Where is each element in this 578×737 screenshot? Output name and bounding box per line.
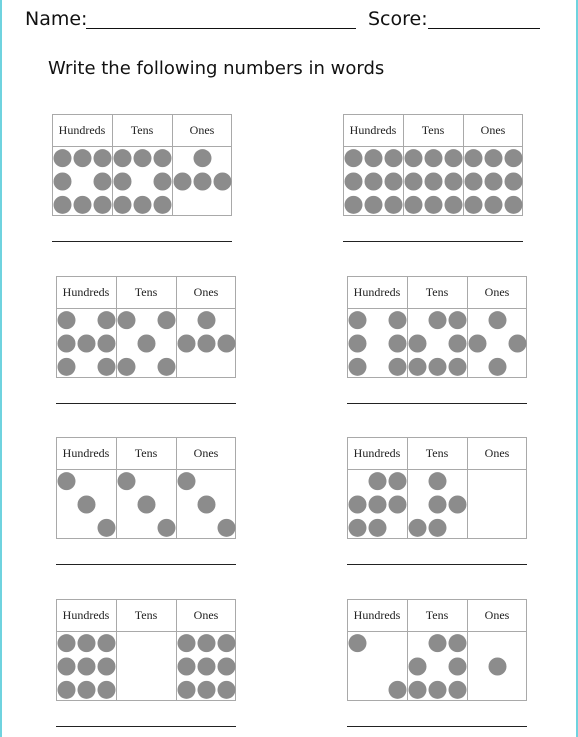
- counter-dot-tens: [425, 149, 443, 167]
- counter-dot-hundreds: [78, 335, 96, 353]
- counter-dot-ones: [489, 358, 507, 376]
- column-header-hundreds: Hundreds: [349, 123, 397, 137]
- counter-dot-hundreds: [345, 173, 363, 191]
- counter-dot-ones: [489, 311, 507, 329]
- answer-line[interactable]: [347, 564, 527, 565]
- counter-dot-ones: [218, 658, 236, 676]
- counter-dot-tens: [158, 358, 176, 376]
- counter-dot-hundreds: [74, 149, 92, 167]
- counter-dot-tens: [429, 681, 447, 699]
- counter-dot-tens: [429, 634, 447, 652]
- counter-dot-tens: [425, 173, 443, 191]
- column-header-hundreds: Hundreds: [58, 123, 106, 137]
- column-header-ones: Ones: [193, 446, 219, 460]
- counter-dot-tens: [449, 658, 467, 676]
- counter-dot-hundreds: [58, 335, 76, 353]
- counter-dot-ones: [218, 335, 236, 353]
- counter-dot-tens: [445, 149, 463, 167]
- counter-dot-hundreds: [349, 335, 367, 353]
- column-header-tens: Tens: [134, 608, 158, 622]
- counter-dot-hundreds: [74, 196, 92, 214]
- counter-dot-tens: [134, 149, 152, 167]
- counter-dot-hundreds: [98, 335, 116, 353]
- counter-dot-ones: [214, 173, 232, 191]
- counter-dot-hundreds: [78, 681, 96, 699]
- counter-dot-ones: [505, 173, 523, 191]
- counter-dot-ones: [505, 196, 523, 214]
- counter-dot-ones: [485, 173, 503, 191]
- column-header-tens: Tens: [134, 446, 158, 460]
- counter-dot-tens: [429, 519, 447, 537]
- name-field-line[interactable]: [86, 28, 356, 29]
- score-field-line[interactable]: [428, 28, 540, 29]
- answer-line[interactable]: [56, 564, 236, 565]
- column-header-ones: Ones: [193, 608, 219, 622]
- counter-dot-tens: [449, 681, 467, 699]
- counter-dot-ones: [485, 196, 503, 214]
- counter-dot-tens: [405, 149, 423, 167]
- counter-dot-tens: [429, 496, 447, 514]
- counter-dot-hundreds: [58, 634, 76, 652]
- counter-dot-tens: [154, 173, 172, 191]
- name-label: Name:: [25, 8, 88, 30]
- counter-dot-ones: [469, 335, 487, 353]
- column-header-tens: Tens: [425, 285, 449, 299]
- counter-dot-tens: [409, 658, 427, 676]
- counter-dot-hundreds: [58, 472, 76, 490]
- column-header-tens: Tens: [134, 285, 158, 299]
- answer-line[interactable]: [343, 241, 523, 242]
- counter-dot-ones: [178, 658, 196, 676]
- counter-dot-ones: [178, 634, 196, 652]
- counter-dot-ones: [465, 149, 483, 167]
- counter-dot-hundreds: [369, 496, 387, 514]
- counter-dot-ones: [178, 681, 196, 699]
- counter-dot-tens: [409, 358, 427, 376]
- counter-dot-tens: [449, 311, 467, 329]
- counter-dot-tens: [449, 634, 467, 652]
- answer-line[interactable]: [52, 241, 232, 242]
- counter-dot-tens: [154, 196, 172, 214]
- answer-line[interactable]: [347, 403, 527, 404]
- column-header-tens: Tens: [425, 608, 449, 622]
- answer-line[interactable]: [56, 726, 236, 727]
- counter-dot-ones: [218, 634, 236, 652]
- counter-dot-hundreds: [385, 173, 403, 191]
- counter-dot-tens: [405, 196, 423, 214]
- counter-dot-hundreds: [385, 149, 403, 167]
- counter-dot-tens: [409, 335, 427, 353]
- counter-dot-hundreds: [349, 311, 367, 329]
- counter-dot-hundreds: [58, 681, 76, 699]
- counter-dot-hundreds: [98, 311, 116, 329]
- counter-dot-hundreds: [54, 173, 72, 191]
- answer-line[interactable]: [347, 726, 527, 727]
- counter-dot-hundreds: [58, 358, 76, 376]
- counter-dot-hundreds: [98, 519, 116, 537]
- place-value-chart: [347, 599, 527, 701]
- counter-dot-tens: [118, 472, 136, 490]
- counter-dot-tens: [449, 335, 467, 353]
- counter-dot-ones: [489, 658, 507, 676]
- column-header-hundreds: Hundreds: [353, 608, 401, 622]
- counter-dot-tens: [134, 196, 152, 214]
- counter-dot-hundreds: [365, 149, 383, 167]
- instruction-text: Write the following numbers in words: [48, 58, 385, 79]
- page-edge-left: [0, 0, 2, 737]
- counter-dot-tens: [118, 358, 136, 376]
- counter-dot-tens: [445, 196, 463, 214]
- column-header-ones: Ones: [484, 446, 510, 460]
- counter-dot-tens: [445, 173, 463, 191]
- counter-dot-hundreds: [349, 358, 367, 376]
- counter-dot-tens: [158, 311, 176, 329]
- place-value-chart: [52, 114, 232, 216]
- counter-dot-ones: [509, 335, 527, 353]
- counter-dot-tens: [429, 311, 447, 329]
- counter-dot-tens: [429, 358, 447, 376]
- counter-dot-hundreds: [94, 173, 112, 191]
- counter-dot-tens: [118, 311, 136, 329]
- counter-dot-hundreds: [345, 196, 363, 214]
- counter-dot-ones: [194, 149, 212, 167]
- counter-dot-hundreds: [389, 335, 407, 353]
- counter-dot-hundreds: [369, 519, 387, 537]
- counter-dot-ones: [194, 173, 212, 191]
- column-header-hundreds: Hundreds: [353, 285, 401, 299]
- counter-dot-hundreds: [389, 358, 407, 376]
- column-header-tens: Tens: [421, 123, 445, 137]
- counter-dot-tens: [409, 681, 427, 699]
- counter-dot-hundreds: [94, 196, 112, 214]
- counter-dot-hundreds: [98, 681, 116, 699]
- place-value-chart: [343, 114, 523, 216]
- column-header-hundreds: Hundreds: [62, 285, 110, 299]
- column-header-ones: Ones: [189, 123, 215, 137]
- counter-dot-tens: [114, 173, 132, 191]
- column-header-ones: Ones: [484, 608, 510, 622]
- counter-dot-hundreds: [345, 149, 363, 167]
- column-header-hundreds: Hundreds: [353, 446, 401, 460]
- answer-line[interactable]: [56, 403, 236, 404]
- counter-dot-hundreds: [349, 519, 367, 537]
- column-header-tens: Tens: [425, 446, 449, 460]
- counter-dot-hundreds: [365, 196, 383, 214]
- column-header-ones: Ones: [193, 285, 219, 299]
- counter-dot-hundreds: [78, 496, 96, 514]
- counter-dot-tens: [429, 472, 447, 490]
- counter-dot-tens: [405, 173, 423, 191]
- column-header-tens: Tens: [130, 123, 154, 137]
- counter-dot-hundreds: [369, 472, 387, 490]
- counter-dot-hundreds: [98, 634, 116, 652]
- counter-dot-tens: [138, 335, 156, 353]
- counter-dot-hundreds: [98, 358, 116, 376]
- counter-dot-tens: [158, 519, 176, 537]
- counter-dot-ones: [178, 335, 196, 353]
- counter-dot-hundreds: [58, 311, 76, 329]
- counter-dot-ones: [198, 335, 216, 353]
- counter-dot-tens: [154, 149, 172, 167]
- counter-dot-ones: [198, 496, 216, 514]
- counter-dot-tens: [449, 358, 467, 376]
- counter-dot-hundreds: [349, 496, 367, 514]
- counter-dot-hundreds: [98, 658, 116, 676]
- counter-dot-ones: [198, 658, 216, 676]
- counter-dot-hundreds: [349, 634, 367, 652]
- counter-dot-ones: [218, 519, 236, 537]
- counter-dot-hundreds: [94, 149, 112, 167]
- counter-dot-hundreds: [389, 496, 407, 514]
- counter-dot-hundreds: [54, 149, 72, 167]
- counter-dot-hundreds: [54, 196, 72, 214]
- counter-dot-hundreds: [365, 173, 383, 191]
- place-value-chart: [56, 599, 236, 701]
- counter-dot-tens: [425, 196, 443, 214]
- counter-dot-ones: [198, 311, 216, 329]
- counter-dot-tens: [409, 519, 427, 537]
- counter-dot-ones: [465, 173, 483, 191]
- score-label: Score:: [368, 8, 428, 30]
- column-header-ones: Ones: [484, 285, 510, 299]
- place-value-chart: [347, 276, 527, 378]
- counter-dot-tens: [114, 149, 132, 167]
- counter-dot-hundreds: [58, 658, 76, 676]
- counter-dot-ones: [218, 681, 236, 699]
- counter-dot-hundreds: [389, 681, 407, 699]
- counter-dot-ones: [465, 196, 483, 214]
- counter-dot-ones: [485, 149, 503, 167]
- place-value-chart: [347, 437, 527, 539]
- counter-dot-hundreds: [389, 472, 407, 490]
- counter-dot-ones: [198, 634, 216, 652]
- counter-dot-hundreds: [78, 634, 96, 652]
- counter-dot-hundreds: [78, 658, 96, 676]
- counter-dot-tens: [114, 196, 132, 214]
- place-value-chart: [56, 276, 236, 378]
- counter-dot-tens: [449, 496, 467, 514]
- counter-dot-hundreds: [385, 196, 403, 214]
- counter-dot-tens: [138, 496, 156, 514]
- counter-dot-ones: [178, 472, 196, 490]
- counter-dot-ones: [174, 173, 192, 191]
- column-header-hundreds: Hundreds: [62, 608, 110, 622]
- column-header-hundreds: Hundreds: [62, 446, 110, 460]
- place-value-chart: [56, 437, 236, 539]
- counter-dot-ones: [198, 681, 216, 699]
- counter-dot-ones: [505, 149, 523, 167]
- column-header-ones: Ones: [480, 123, 506, 137]
- counter-dot-hundreds: [389, 311, 407, 329]
